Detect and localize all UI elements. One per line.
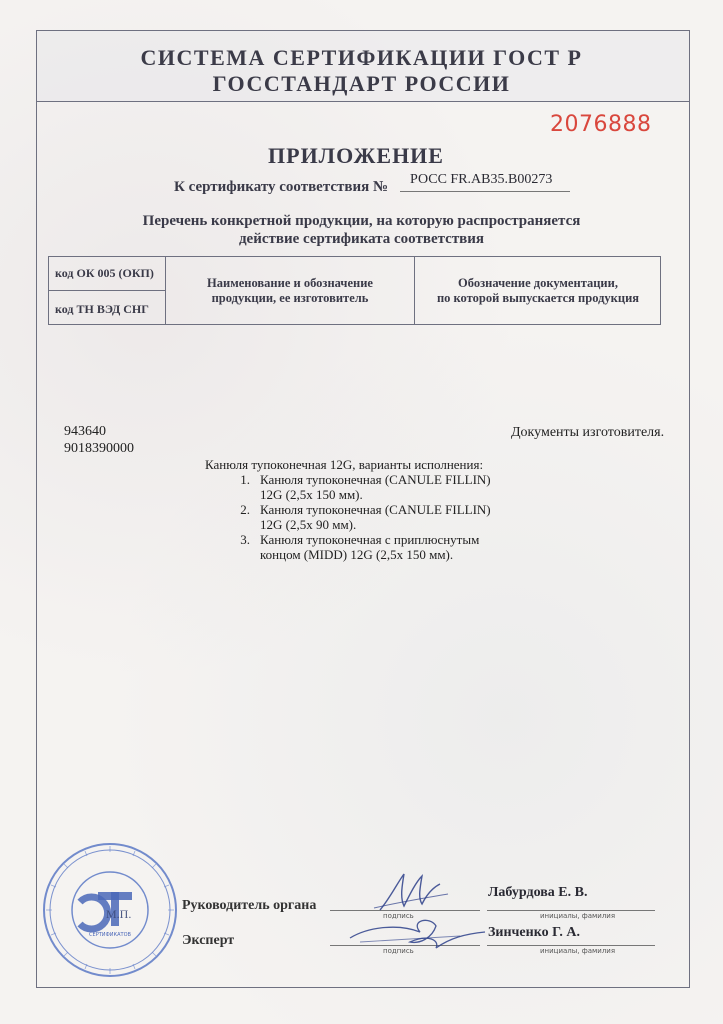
head-role-label: Руководитель органа — [182, 898, 317, 913]
tnved-code-value: 9018390000 — [64, 441, 134, 456]
form-number: 2076888 — [550, 112, 652, 137]
document-title: ПРИЛОЖЕНИЕ — [268, 143, 444, 168]
list-item-text — [260, 532, 522, 562]
header-code-tnved: код ТН ВЭД СНГ — [55, 302, 149, 316]
list-item-line1: Канюля тупоконечная (CANULE FILLIN) — [260, 472, 491, 487]
list-item-line1: Канюля тупоконечная (CANULE FILLIN) — [260, 502, 491, 517]
stamp-initials: М.П. — [106, 907, 132, 921]
okp-code-value: 943640 — [64, 424, 106, 439]
list-item-number: 3. — [240, 532, 250, 547]
product-title: Канюля тупоконечная 12G, варианты исполнения: — [205, 457, 484, 472]
signature-caption: подпись — [383, 912, 414, 920]
list-item — [222, 472, 522, 502]
list-item-line2: концом (MIDD) 12G (2,5х 150 мм). — [260, 547, 454, 562]
header-documentation — [415, 276, 661, 306]
subtitle-line2: действие сертификата соответствия — [238, 231, 485, 247]
product-list — [222, 472, 522, 562]
name-caption: инициалы, фамилия — [540, 947, 616, 955]
system-title-line1: СИСТЕМА СЕРТИФИКАЦИИ ГОСТ Р — [140, 45, 583, 70]
list-item-number: 1. — [240, 472, 250, 487]
subtitle-line1: Перечень конкретной продукции, на которую распространяется — [142, 213, 581, 229]
seal-stamp — [40, 840, 180, 980]
name-line — [487, 910, 655, 911]
name-line — [487, 945, 655, 946]
signature-caption: подпись — [383, 947, 414, 955]
list-item-line2: 12G (2,5х 150 мм). — [260, 487, 363, 502]
header-documentation-line2: по которой выпускается продукция — [436, 291, 640, 305]
header-product-name-line1: Наименование и обозначение — [207, 276, 373, 290]
head-signature — [370, 868, 450, 916]
list-item-line1: Канюля тупоконечная с приплюснутым — [260, 532, 480, 547]
list-item-number: 2. — [240, 502, 250, 517]
certificate-number: РОСС FR.АВ35.В00273 — [410, 172, 553, 187]
header-product-name — [166, 276, 414, 306]
expert-signature — [340, 912, 490, 954]
certificate-number-underline — [400, 191, 570, 192]
list-item-text — [260, 472, 522, 502]
header-code-okp: код ОК 005 (ОКП) — [55, 266, 154, 280]
header-product-name-line2: продукции, ее изготовитель — [211, 291, 369, 305]
stamp-label: СЕРТИФИКАТОВ — [89, 932, 131, 938]
list-item-line2: 12G (2,5х 90 мм). — [260, 517, 357, 532]
header-documentation-line1: Обозначение документации, — [458, 276, 618, 290]
list-item — [222, 532, 522, 562]
system-title-line2: ГОССТАНДАРТ РОССИИ — [212, 71, 511, 96]
list-item — [222, 502, 522, 532]
row-divider — [48, 290, 165, 291]
certificate-label: К сертификату соответствия № — [174, 179, 389, 195]
head-name: Лабурдова Е. В. — [488, 885, 588, 900]
list-item-text — [260, 502, 522, 532]
documentation-value: Документы изготовителя. — [511, 425, 665, 440]
name-caption: инициалы, фамилия — [540, 912, 616, 920]
printer-footer — [0, 997, 723, 1002]
expert-name: Зинченко Г. А. — [488, 925, 581, 940]
expert-role-label: Эксперт — [182, 933, 235, 948]
